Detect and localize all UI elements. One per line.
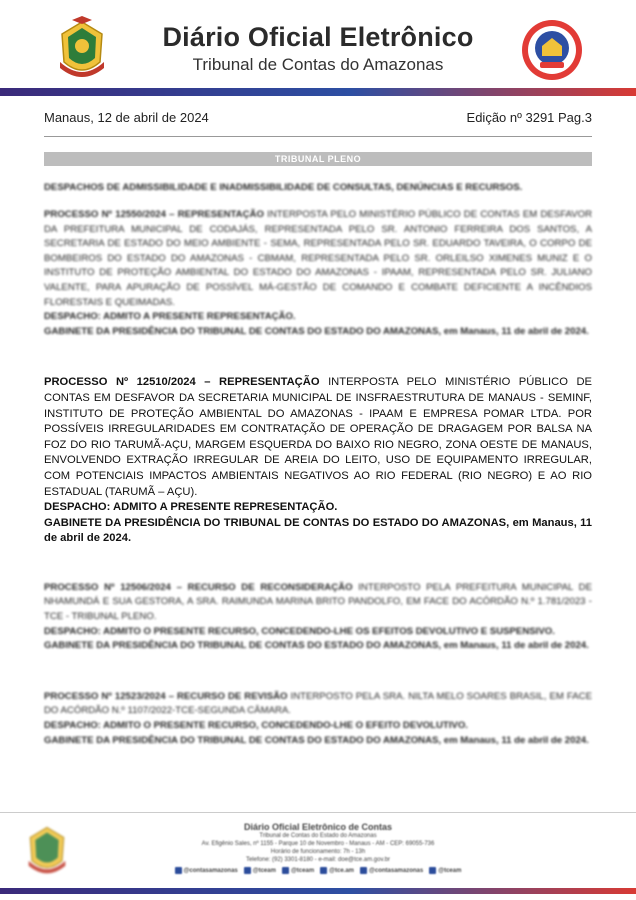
process-title: PROCESSO Nº 12506/2024 – RECURSO DE RECONSIDERAÇÃO bbox=[44, 581, 353, 593]
social-link[interactable]: @tceam bbox=[244, 867, 276, 874]
social-link[interactable]: @tceam bbox=[429, 867, 461, 874]
footer-line: Tribunal de Contas do Estado do Amazonas bbox=[259, 833, 377, 839]
footer-hours: Horário de funcionamento: 7h - 13h bbox=[270, 849, 366, 855]
process-title: PROCESSO Nº 12510/2024 – REPRESENTAÇÃO bbox=[44, 376, 320, 389]
tce-seal-icon bbox=[520, 18, 584, 82]
process-title: PROCESSO Nº 12523/2024 – RECURSO DE REVISÃO bbox=[44, 690, 288, 702]
despacho-text: : ADMITO O PRESENTE RECURSO, CONCEDENDO-LHE O EFEITO DEVOLUTIVO. bbox=[97, 720, 468, 732]
social-icon bbox=[320, 867, 327, 874]
document-body bbox=[44, 182, 592, 784]
despacho-text: : ADMITO O PRESENTE RECURSO, CONCEDENDO-LHE OS EFEITOS DEVOLUTIVO E SUSPENSIVO. bbox=[97, 625, 555, 637]
gabinete-line: GABINETE DA PRESIDÊNCIA DO TRIBUNAL DE CONTAS DO ESTADO DO AMAZONAS, em Manaus, 11 de abril de 2024. bbox=[44, 325, 589, 337]
footer-address: Av. Efigênio Sales, nº 1155 - Parque 10 de Novembro - Manaus - AM - CEP: 69055-736 bbox=[201, 841, 435, 847]
place-date: Manaus, 12 de abril de 2024 bbox=[44, 110, 209, 125]
footer-title: Diário Oficial Eletrônico de Contas bbox=[243, 822, 393, 832]
despacho-text: : ADMITO A PRESENTE REPRESENTAÇÃO. bbox=[97, 311, 296, 323]
gabinete-line: GABINETE DA PRESIDÊNCIA DO TRIBUNAL DE CONTAS DO ESTADO DO AMAZONAS, em Manaus, 11 de abril de 2024. bbox=[44, 516, 592, 545]
footer bbox=[150, 822, 486, 874]
footer-color-stripe bbox=[0, 888, 636, 894]
despacho-label: DESPACHO bbox=[44, 720, 98, 732]
section-title: TRIBUNAL PLENO bbox=[44, 152, 592, 166]
amazonas-coat-of-arms-icon bbox=[52, 16, 112, 82]
social-link[interactable]: @tceam bbox=[282, 867, 314, 874]
footer-contact: Telefone: (92) 3301-8180 - e-mail: doe@tce.am.gov.br bbox=[245, 857, 391, 863]
page-header bbox=[0, 0, 636, 90]
social-link[interactable]: @contasamazonas bbox=[175, 867, 238, 874]
process-text: INTERPOSTO PELA PREFEITURA MUNICIPAL DE NHAMUNDÁ E SUA GESTORA, A SRA. RAIMUNDA MARINA BRITO PANDOLFO, EM FACE DO ACÓRDÃO N.º 1.781/2023 - TCE - TRIBUNAL PLENO. bbox=[44, 581, 592, 623]
gabinete-line: GABINETE DA PRESIDÊNCIA DO TRIBUNAL DE CONTAS DO ESTADO DO AMAZONAS, em Manaus, 11 de abril de 2024. bbox=[44, 734, 589, 746]
process-title: PROCESSO Nº 12550/2024 – REPRESENTAÇÃO bbox=[44, 209, 264, 220]
footer-divider bbox=[0, 812, 636, 813]
gabinete-line: GABINETE DA PRESIDÊNCIA DO TRIBUNAL DE CONTAS DO ESTADO DO AMAZONAS, em Manaus, 11 de abril de 2024. bbox=[44, 640, 589, 652]
social-link[interactable]: @tce.am bbox=[320, 867, 354, 874]
despacho-text: : ADMITO A PRESENTE REPRESENTAÇÃO. bbox=[106, 501, 338, 514]
process-text: INTERPOSTO PELA SRA. NILTA MELO SOARES BRASIL, EM FACE DO ACÓRDÃO N.º 1107/2022-TCE-SEGUNDA CÂMARA. bbox=[44, 690, 592, 717]
despacho-label: DESPACHO bbox=[44, 625, 98, 637]
social-link[interactable]: @contasamazonas bbox=[360, 867, 423, 874]
process-text: INTERPOSTA PELO MINISTÉRIO PÚBLICO DE CONTAS EM DESFAVOR DA PREFEITURA MUNICIPAL DE CODAJÁS, REPRESENTADA PELO SR. ANTONIO FERREIRA DOS SANTOS, A SECRETARIA DE ESTADO DO MEIO AMBIENTE - SEMA, REPRESENTADA PELO SR. EDUARDO TAVEIRA, O CORPO DE BOMBEIROS DO ESTADO DO AMAZONAS - CBMAM, REPRESENTADA PELO SR. ORLEILSO XIMENES MUNIZ E O INSTITUTO DE PROTEÇÃO AMBIENTAL DO ESTADO DO AMAZONAS - IPAAM, REPRESENTADA PELO SR. JULIANO VALENTE, PARA APURAÇÃO DE POSSÍVEL MÁ-GESTÃO DE COMANDO E COMBATE DEFICIENTE A INCÊNDIOS FLORESTAIS E QUEIMADAS. bbox=[44, 209, 592, 308]
edition-number: Edição nº 3291 Pag.3 bbox=[466, 110, 592, 125]
amazonas-coat-of-arms-icon bbox=[22, 822, 72, 878]
header-color-stripe bbox=[0, 88, 636, 96]
process-text: INTERPOSTA PELO MINISTÉRIO PÚBLICO DE CONTAS EM DESFAVOR DA SECRETARIA MUNICIPAL DE INSFRAESTRUTURA DE MANAUS - SEMINF, INSTITUTO DE PROTEÇÃO AMBIENTAL DO AMAZONAS - IPAAM E EMPRESA POMAR LTDA. POR POSSÍVEIS IRREGULARIDADES EM CONTRATAÇÃO DE OPERAÇÃO DE DRAGAGEM POR BALSA NA FOZ DO RIO TARUMÃ-AÇU, MARGEM ESQUERDA DO BAIXO RIO NEGRO, ZONA OESTE DE MANAUS, ENVOLVENDO EXTRAÇÃO IRREGULAR DE AREIA DO LEITO, USO DE EQUIPAMENTO IRREGULAR, COM POTENCIAIS IMPACTOS AMBIENTAIS NEGATIVOS AO RIO FEDERAL (RIO NEGRO) E AO RIO ESTADUAL (TARUMÃ – AÇU). bbox=[44, 376, 593, 498]
social-icon bbox=[360, 867, 367, 874]
social-icon bbox=[282, 867, 289, 874]
document-heading: DESPACHOS DE ADMISSIBILIDADE E INADMISSIBILIDADE DE CONSULTAS, DENÚNCIAS E RECURSOS. bbox=[44, 182, 523, 193]
process-block bbox=[44, 208, 592, 339]
process-block bbox=[44, 375, 592, 547]
divider bbox=[44, 136, 592, 137]
despacho-label: DESPACHO bbox=[44, 501, 107, 514]
social-icon bbox=[175, 867, 182, 874]
social-icon bbox=[244, 867, 251, 874]
process-block bbox=[44, 581, 592, 654]
process-block bbox=[44, 690, 592, 748]
page-subtitle: Tribunal de Contas do Amazonas bbox=[192, 55, 444, 74]
social-icon bbox=[429, 867, 436, 874]
social-links bbox=[150, 867, 486, 874]
edition-meta bbox=[44, 110, 592, 132]
despacho-label: DESPACHO bbox=[44, 311, 98, 323]
page-title: Diário Oficial Eletrônico bbox=[162, 22, 474, 52]
